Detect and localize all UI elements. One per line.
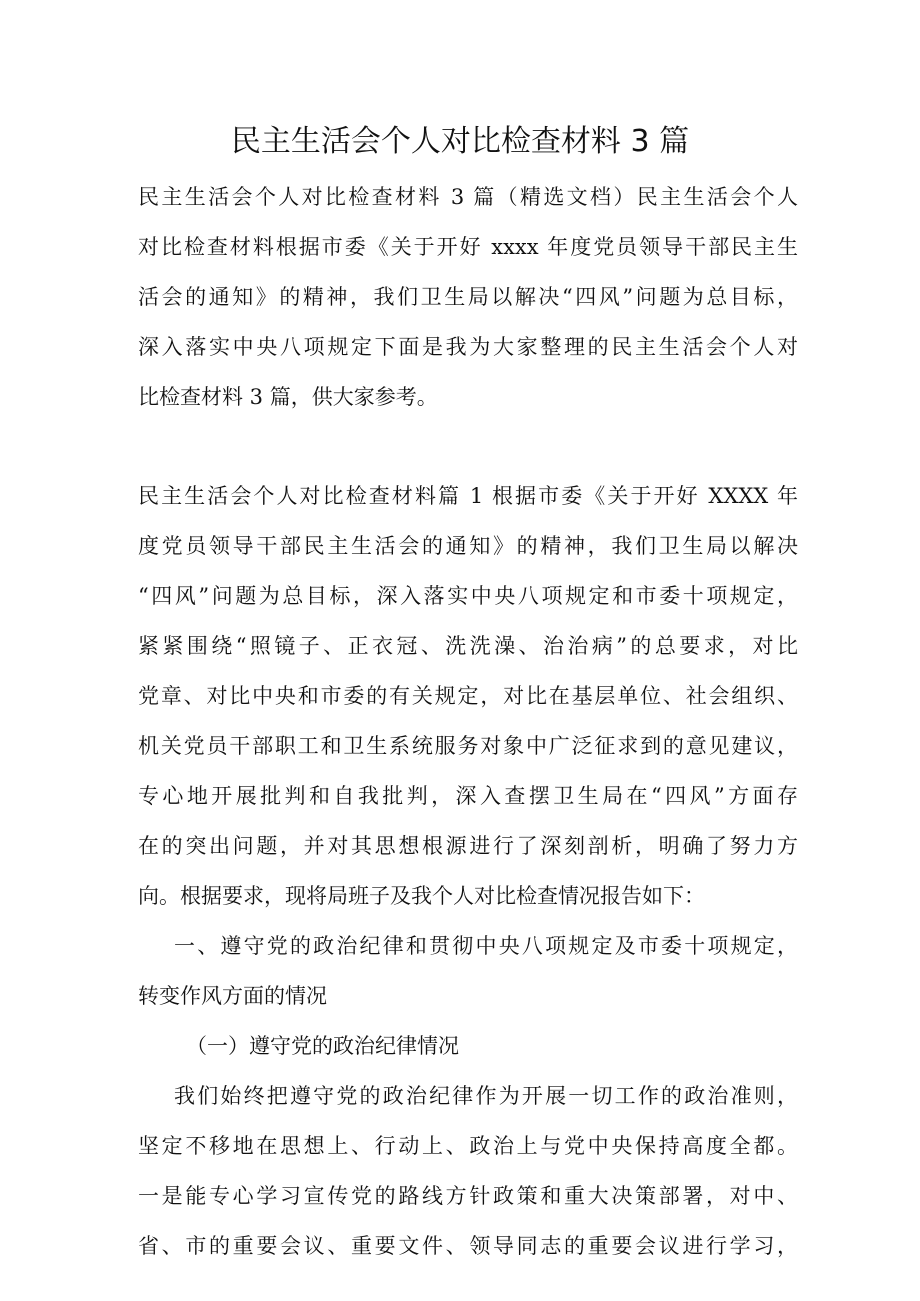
section-heading-line: 一、遵守党的政治纪律和贯彻中央八项规定及市委十项规定，	[174, 934, 798, 958]
body-line: 度党员领导干部民主生活会的通知》的精神，我们卫生局以解决	[138, 534, 798, 558]
intro-line: 深入落实中央八项规定下面是我为大家整理的民主生活会个人对	[138, 335, 798, 359]
intro-line: 民主生活会个人对比检查材料 3 篇（精选文档）民主生活会个人	[138, 185, 798, 209]
body-line: 在的突出问题，并对其思想根源进行了深刻剖析，明确了努力方	[138, 834, 798, 858]
body-line: 省、市的重要会议、重要文件、领导同志的重要会议进行学习，	[138, 1234, 798, 1258]
body-line: 坚定不移地在思想上、行动上、政治上与党中央保持高度全都。	[138, 1134, 798, 1158]
body-line: 专心地开展批判和自我批判，深入查摆卫生局在“四风”方面存	[138, 784, 798, 808]
document-title: 民主生活会个人对比检查材料 3 篇	[230, 124, 690, 159]
body-line: 我们始终把遵守党的政治纪律作为开展一切工作的政治准则，	[174, 1084, 798, 1108]
intro-line: 对比检查材料根据市委《关于开好 xxxx 年度党员领导干部民主生	[138, 235, 798, 259]
subsection-heading: （一）遵守党的政治纪律情况	[186, 1034, 459, 1058]
intro-line: 比检查材料 3 篇，供大家参考。	[138, 385, 438, 409]
intro-line: 活会的通知》的精神，我们卫生局以解决“四风”问题为总目标，	[138, 285, 798, 309]
body-line: 紧紧围绕“照镜子、正衣冠、洗洗澡、治治病”的总要求，对比	[138, 634, 798, 658]
body-line: 民主生活会个人对比检查材料篇 1 根据市委《关于开好 XXXX 年	[138, 484, 798, 508]
body-line: 党章、对比中央和市委的有关规定，对比在基层单位、社会组织、	[138, 684, 798, 708]
body-line: 机关党员干部职工和卫生系统服务对象中广泛征求到的意见建议，	[138, 734, 798, 758]
body-line: “四风”问题为总目标，深入落实中央八项规定和市委十项规定，	[138, 584, 798, 608]
body-line: 向。根据要求，现将局班子及我个人对比检查情况报告如下：	[138, 884, 705, 908]
section-heading-line: 转变作风方面的情况	[138, 984, 327, 1008]
body-line: 一是能专心学习宣传党的路线方针政策和重大决策部署，对中、	[138, 1184, 798, 1208]
